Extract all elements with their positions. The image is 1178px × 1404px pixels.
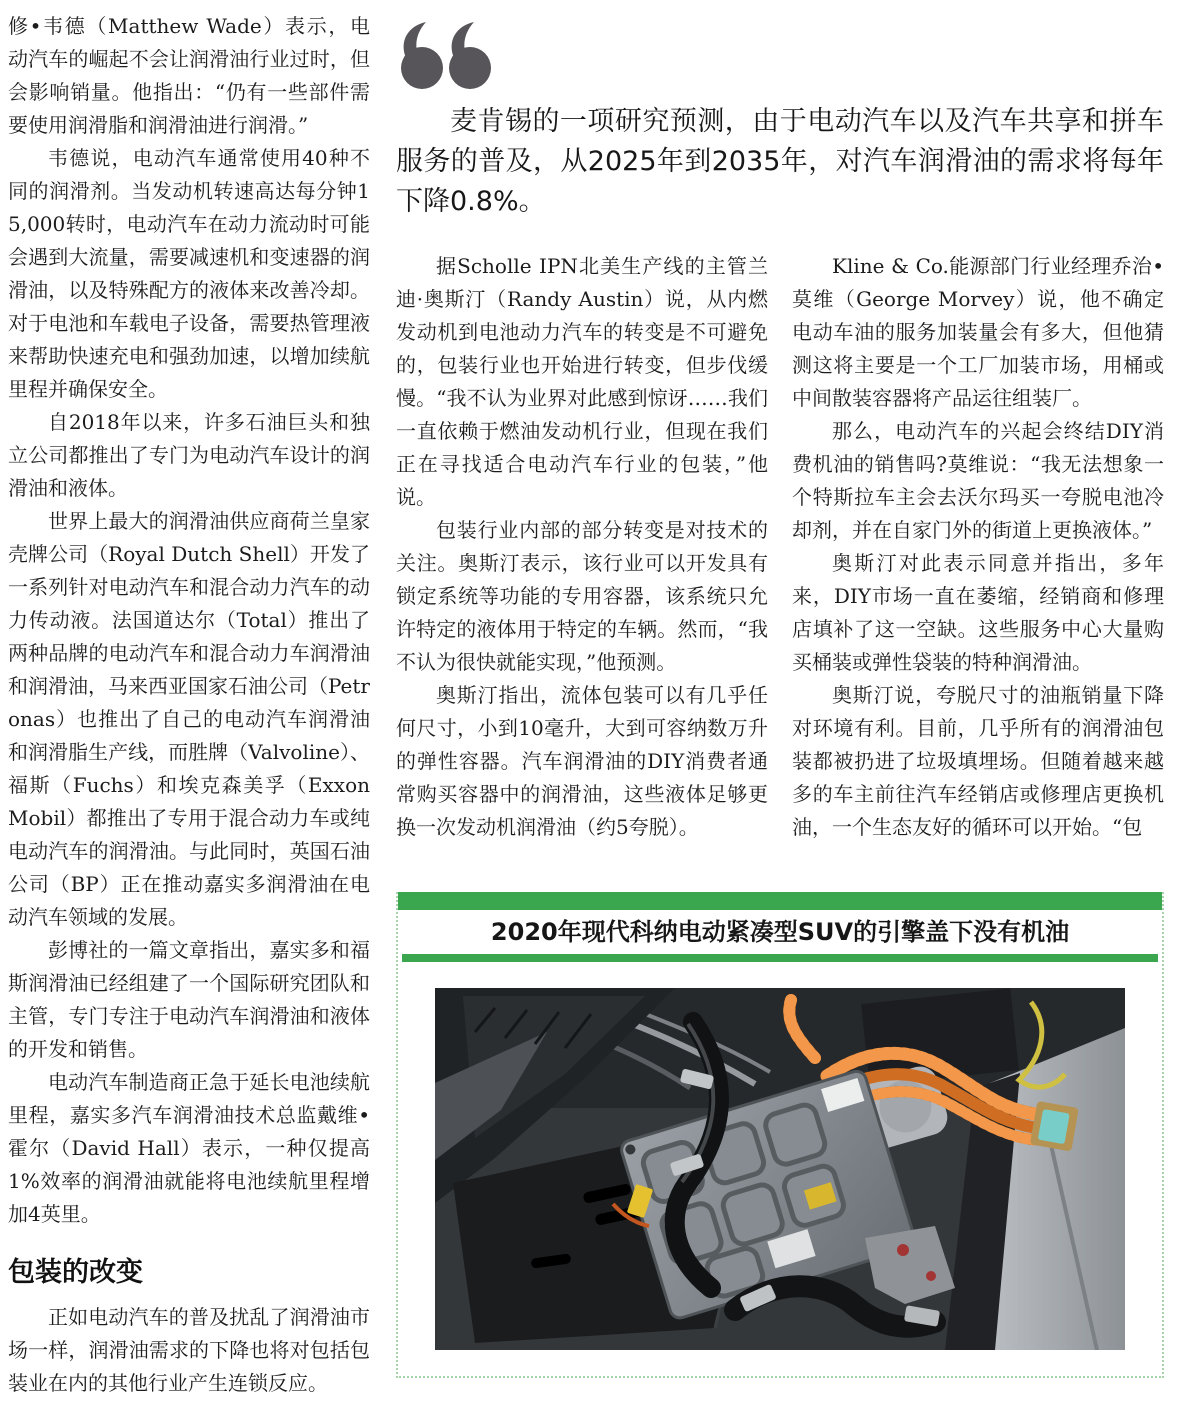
figure-box xyxy=(396,892,1164,1378)
green-bar-separator xyxy=(402,954,1158,962)
paragraph: 修•韦德（Matthew Wade）表示，电动汽车的崛起不会让润滑油行业过时，但会影响销量。他指出：“仍有一些部件需要使用润滑脂和润滑油进行润滑。” xyxy=(8,14,370,137)
quote-icon xyxy=(398,22,1164,90)
paragraph: Kline & Co.能源部门行业经理乔治•莫维（George Morvey）说，他不确定电动车油的服务加装量会有多大，但他猜测这将主要是一个工厂加装市场，用桶或中间散装容器将产品运往组装厂。 xyxy=(792,254,1164,410)
paragraph: 那么，电动汽车的兴起会终结DIY消费机油的销售吗?莫维说：“我无法想象一个特斯拉车主会去沃尔玛买一夸脱电池冷却剂，并在自家门外的街道上更换液体。” xyxy=(792,419,1164,542)
engine-bay-photo xyxy=(435,988,1125,1350)
middle-column xyxy=(396,250,768,844)
paragraph: 奥斯汀指出，流体包装可以有几乎任何尺寸，小到10毫升，大到可容纳数万升的弹性容器。汽车润滑油的DIY消费者通常购买容器中的润滑油，这些液体足够更换一次发动机润滑油（约5夸脱）。 xyxy=(396,683,768,839)
figure-caption: 2020年现代科纳电动紧凑型SUV的引擎盖下没有机油 xyxy=(490,918,1070,946)
green-bar-top xyxy=(398,892,1162,910)
paragraph: 自2018年以来，许多石油巨头和独立公司都推出了专门为电动汽车设计的润滑油和液体。 xyxy=(8,410,370,500)
left-column xyxy=(8,10,370,1400)
paragraph: 据Scholle IPN北美生产线的主管兰迪·奥斯汀（Randy Austin）说，从内燃发动机到电池动力汽车的转变是不可避免的，包装行业也开始进行转变，但步伐缓慢。“我不认为业界对此感到惊讶……我们一直依赖于燃油发动机行业，但现在我们正在寻找适合电动汽车行业的包装，”他说。 xyxy=(396,254,768,509)
main-area xyxy=(396,10,1164,1400)
right-column xyxy=(792,250,1164,844)
paragraph: 韦德说，电动汽车通常使用40种不同的润滑剂。当发动机转速高达每分钟15,000转时，电动汽车在动力流动时可能会遇到大流量，需要减速机和变速器的润滑油，以及特殊配方的液体来改善冷却。对于电池和车载电子设备，需要热管理液来帮助快速充电和强劲加速，以增加续航里程并确保安全。 xyxy=(8,146,370,401)
figure-caption-row xyxy=(398,910,1162,954)
paragraph: 世界上最大的润滑油供应商荷兰皇家壳牌公司（Royal Dutch Shell）开发了一系列针对电动汽车和混合动力汽车的动力传动液。法国道达尔（Total）推出了两种品牌的电动汽车和混合动力车润滑油和润滑油，马来西亚国家石油公司（Petronas）也推出了自己的电动汽车润滑油和润滑脂生产线，而胜牌（Valvoline）、福斯（Fuchs）和埃克森美孚（ExxonMobil）都推出了专用于混合动力车或纯电动汽车的润滑油。与此同时，英国石油公司（BP）正在推动嘉实多润滑油在电动汽车领域的发展。 xyxy=(8,509,370,929)
paragraph: 奥斯汀说，夸脱尺寸的油瓶销量下降对环境有利。目前，几乎所有的润滑油包装都被扔进了垃圾填埋场。但随着越来越多的车主前往汽车经销店或修理店更换机油，一个生态友好的循环可以开始。“包 xyxy=(792,683,1164,839)
paragraph: 奥斯汀对此表示同意并指出，多年来，DIY市场一直在萎缩，经销商和修理店填补了这一空缺。这些服务中心大量购买桶装或弹性袋装的特种润滑油。 xyxy=(792,551,1164,674)
paragraph: 电动汽车制造商正急于延长电池续航里程，嘉实多汽车润滑油技术总监戴维•霍尔（David Hall）表示，一种仅提高1%效率的润滑油就能将电池续航里程增加4英里。 xyxy=(8,1070,370,1226)
paragraph: 彭博社的一篇文章指出，嘉实多和福斯润滑油已经组建了一个国际研究团队和主管，专门专注于电动汽车润滑油和液体的开发和销售。 xyxy=(8,938,370,1061)
photo-frame xyxy=(398,962,1162,1376)
pull-quote-block xyxy=(396,22,1164,222)
section-heading: 包装的改变 xyxy=(8,1257,143,1288)
pull-quote-text: 麦肯锡的一项研究预测，由于电动汽车以及汽车共享和拼车服务的普及，从2025年到2035年，对汽车润滑油的需求将每年下降0.8%。 xyxy=(396,106,1164,217)
paragraph: 包装行业内部的部分转变是对技术的关注。奥斯汀表示，该行业可以开发具有锁定系统等功能的专用容器，该系统只允许特定的液体用于特定的车辆。然而，“我不认为很快就能实现，”他预测。 xyxy=(396,518,768,674)
paragraph: 正如电动汽车的普及扰乱了润滑油市场一样，润滑油需求的下降也将对包括包装业在内的其他行业产生连锁反应。 xyxy=(8,1305,370,1396)
body-columns xyxy=(396,250,1164,844)
